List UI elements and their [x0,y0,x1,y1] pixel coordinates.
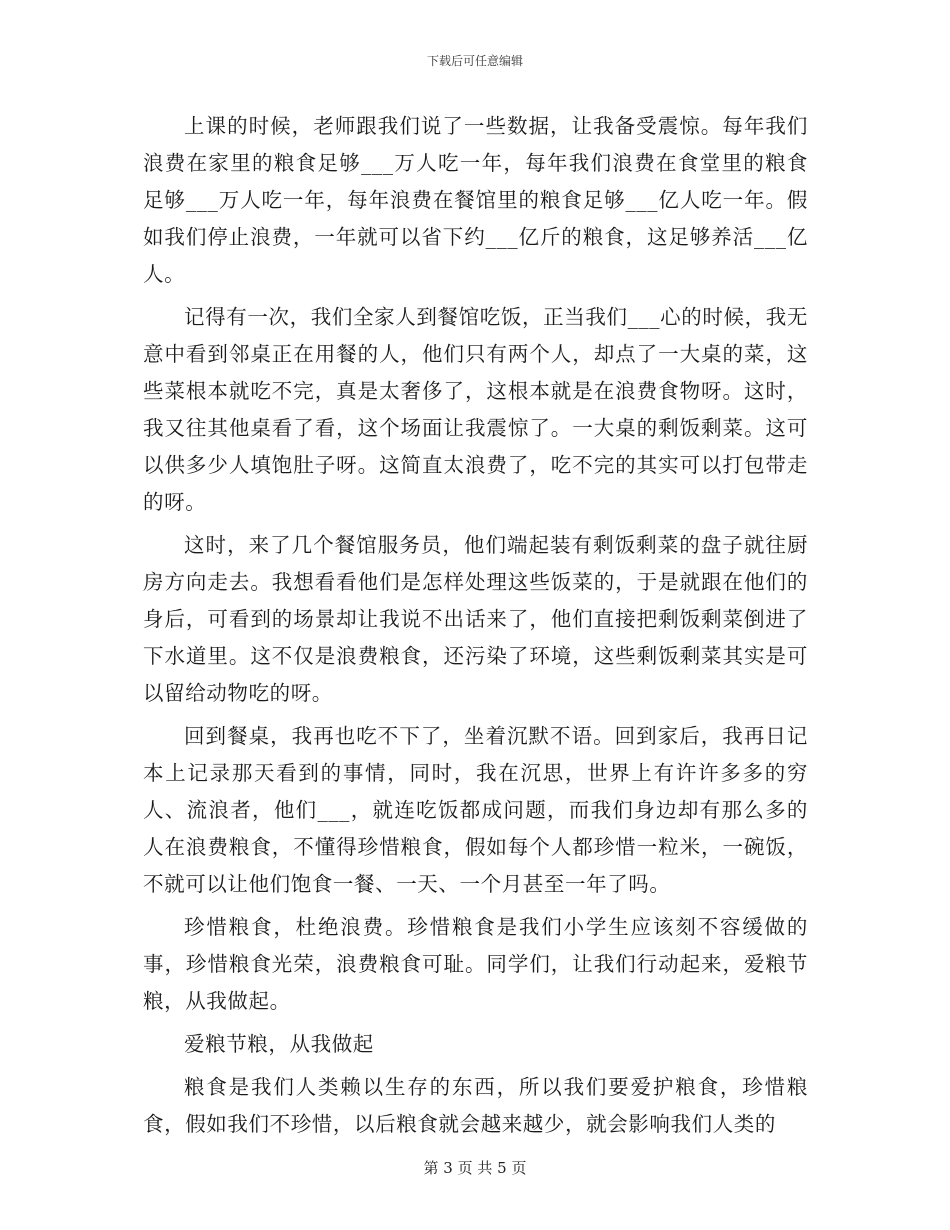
paragraph: 回到餐桌，我再也吃不下了，坐着沉默不语。回到家后，我再日记本上记录那天看到的事情，同时，我在沉思，世界上有许许多多的穷人、流浪者，他们___，就连吃饭都成问题，而我们身边却有那么多的人在浪费粮食，不懂得珍惜粮食，假如每个人都珍惜一粒米，一碗饭，不就可以让他们饱食一餐、一天、一个月甚至一年了吗。 [143,724,808,896]
paragraph: 记得有一次，我们全家人到餐馆吃饭，正当我们___心的时候，我无意中看到邻桌正在用餐的人，他们只有两个人，却点了一大桌的菜，这些菜根本就吃不完，真是太奢侈了，这根本就是在浪费食物呀。这时，我又往其他桌看了看，这个场面让我震惊了。一大桌的剩饭剩菜。这可以供多少人填饱肚子呀。这简直太浪费了，吃不完的其实可以打包带走的呀。 [143,305,808,514]
page-header: 下载后可任意编辑 [426,54,523,68]
section-title: 爱粮节粮，从我做起 [184,1032,374,1056]
document-body [143,108,808,1149]
paragraph: 上课的时候，老师跟我们说了一些数据，让我备受震惊。每年我们浪费在家里的粮食足够___万人吃一年，每年我们浪费在食堂里的粮食足够___万人吃一年，每年浪费在餐馆里的粮食足够___亿人吃一年。假如我们停止浪费，一年就可以省下约___亿斤的粮食，这足够养活___亿人。 [143,114,808,286]
page-number: 第 3 页 共 5 页 [423,1159,527,1177]
paragraph: 珍惜粮食，杜绝浪费。珍惜粮食是我们小学生应该刻不容缓做的事，珍惜粮食光荣，浪费粮食可耻。同学们，让我们行动起来，爱粮节粮，从我做起。 [143,915,808,1013]
paragraph: 这时，来了几个餐馆服务员，他们端起装有剩饭剩菜的盘子就往厨房方向走去。我想看看他们是怎样处理这些饭菜的，于是就跟在他们的身后，可看到的场景却让我说不出话来了，他们直接把剩饭剩菜倒进了下水道里。这不仅是浪费粮食，还污染了环境，这些剩饭剩菜其实是可以留给动物吃的呀。 [143,533,808,705]
paragraph: 粮食是我们人类赖以生存的东西，所以我们要爱护粮食，珍惜粮食，假如我们不珍惜，以后粮食就会越来越少，就会影响我们人类的 [143,1075,808,1136]
